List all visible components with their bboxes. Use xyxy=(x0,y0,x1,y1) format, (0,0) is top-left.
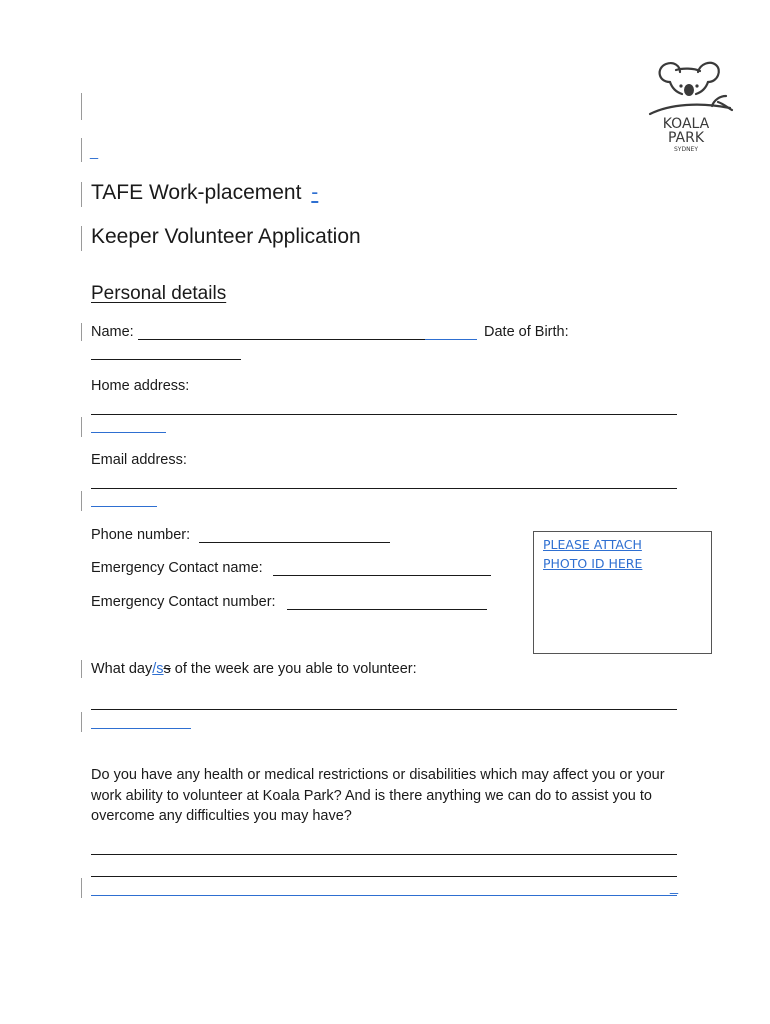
koala-park-logo xyxy=(640,56,750,156)
days-field-line[interactable] xyxy=(91,709,677,710)
email-label: Email address: xyxy=(91,452,187,468)
logo-text-park: PARK xyxy=(667,130,705,146)
inserted-line xyxy=(91,432,166,433)
health-field-line-2[interactable] xyxy=(91,876,677,877)
logo-text-sydney: SYDNEY xyxy=(673,146,699,153)
tracked-change-mark: - xyxy=(311,181,319,204)
change-bar xyxy=(81,417,82,437)
inserted-line xyxy=(91,506,157,507)
health-question: Do you have any health or medical restrictions or disabilities which may affect you or your work ability to volunteer at Koala Park? And is there anything we can do to assist you to overcome any difficulties you may have? xyxy=(91,767,665,824)
health-field-line-1[interactable] xyxy=(91,854,677,855)
tracked-deletion: s xyxy=(163,661,171,677)
emergency-name-field-line[interactable] xyxy=(273,575,491,576)
page-title xyxy=(91,181,318,205)
inserted-line xyxy=(91,728,191,729)
photo-id-text-line-2: PHOTO ID HERE xyxy=(543,556,643,571)
tracked-insertion: /s xyxy=(152,661,164,677)
change-bar xyxy=(81,323,82,341)
koala-icon xyxy=(640,56,750,156)
inserted-line xyxy=(425,339,477,340)
emergency-name-label: Emergency Contact name: xyxy=(91,560,263,576)
page-subtitle: Keeper Volunteer Application xyxy=(91,225,361,248)
name-label: Name: xyxy=(91,324,134,340)
inserted-line xyxy=(91,895,677,896)
photo-id-text-line-1: PLEASE ATTACH xyxy=(543,537,642,552)
email-field-line[interactable] xyxy=(91,488,677,489)
home-address-field-line[interactable] xyxy=(91,414,677,415)
change-bar xyxy=(81,93,82,120)
change-bar xyxy=(81,660,82,678)
days-question-part-2: of the week are you able to volunteer: xyxy=(170,661,417,677)
emergency-number-field-line[interactable] xyxy=(287,609,487,610)
home-address-label: Home address: xyxy=(91,378,190,394)
change-bar xyxy=(81,491,82,511)
dob-label: Date of Birth: xyxy=(484,324,569,340)
dob-field-line[interactable] xyxy=(91,359,241,360)
days-question xyxy=(91,661,417,677)
change-bar xyxy=(81,226,82,251)
section-heading: Personal details xyxy=(91,283,227,304)
tracked-change-mark: _ xyxy=(670,879,679,895)
change-bar xyxy=(81,182,82,207)
name-field-line[interactable] xyxy=(138,339,425,340)
emergency-number-label: Emergency Contact number: xyxy=(91,594,276,610)
phone-field-line[interactable] xyxy=(199,542,390,543)
days-question-part-1: What day xyxy=(91,661,153,677)
change-bar xyxy=(81,138,82,162)
change-bar xyxy=(81,878,82,898)
photo-id-box[interactable] xyxy=(533,531,712,654)
logo-text-koala: KOALA xyxy=(662,116,710,132)
change-bar xyxy=(81,712,82,732)
title-line-1: TAFE Work-placement xyxy=(91,181,302,204)
phone-label: Phone number: xyxy=(91,527,191,543)
tracked-change-mark: _ xyxy=(90,144,99,160)
